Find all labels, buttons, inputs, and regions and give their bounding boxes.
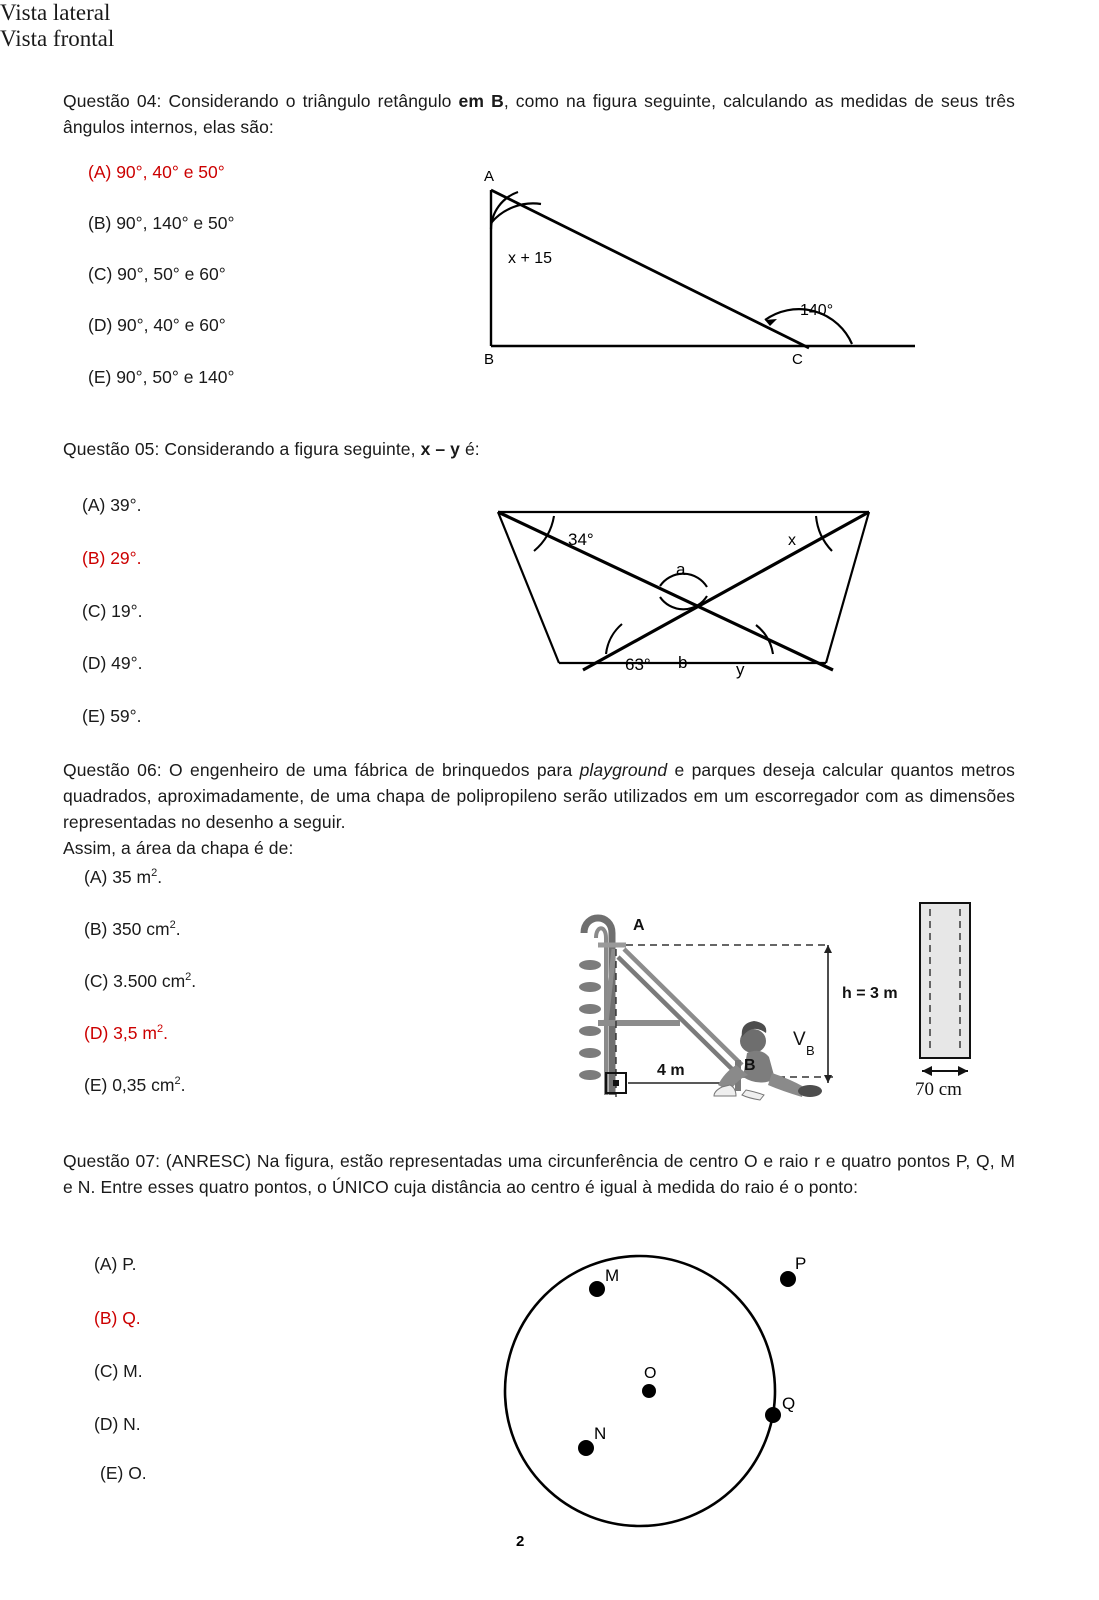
question-05-stem <box>63 436 1015 462</box>
q06-option-c-suffix: . <box>191 971 197 991</box>
q06-option-e-suffix: . <box>180 1075 186 1095</box>
front-view-arrow-right <box>958 1066 968 1076</box>
q07-option-a[interactable]: (A) P. <box>94 1254 137 1274</box>
q04-stem-part1: Questão 04: Considerando o triângulo retângulo <box>63 91 459 111</box>
vertex-label-a: A <box>484 168 495 185</box>
q06-view-front-title: Vista frontal <box>0 26 115 51</box>
point-p-label: P <box>795 1254 807 1273</box>
q04-option-b[interactable]: (B) 90°, 140° e 50° <box>88 213 235 233</box>
angle-label-x: x <box>788 532 796 549</box>
point-q-dot <box>765 1407 781 1423</box>
point-q-label: Q <box>782 1394 796 1413</box>
vertex-label-c: C <box>792 351 803 368</box>
ladder-steps <box>579 960 601 1080</box>
q06-option-e-exp: 2 <box>174 1075 181 1088</box>
angle-arc-c-arrow <box>765 319 777 326</box>
q07-option-b[interactable]: (B) Q. <box>94 1308 141 1328</box>
q06-stem-italic: playground <box>579 760 668 780</box>
q06-option-a-suffix: . <box>157 867 163 887</box>
question-06-stem-line2: Assim, a área da chapa é de: <box>63 838 294 858</box>
q05-option-d[interactable]: (D) 49°. <box>82 653 143 673</box>
q06-option-d-suffix: . <box>163 1023 168 1043</box>
angle-label-63: 63° <box>625 655 651 674</box>
point-o-label: O <box>644 1365 657 1382</box>
question-04-stem <box>63 88 1015 140</box>
angle-label-y: y <box>736 660 745 679</box>
q06-option-a[interactable] <box>84 866 162 888</box>
right-angle-dot <box>613 1080 619 1086</box>
question-07-stem: Questão 07: (ANRESC) Na figura, estão representadas uma circunferência de centro O e raio r e quatro pontos P, Q, M e N. Entre esses quatro pontos, o ÚNICO cuja distância ao centro é igual à medida do raio é o ponto: <box>63 1151 1015 1197</box>
q06-option-c[interactable] <box>84 970 196 992</box>
q05-option-b[interactable]: (B) 29°. <box>82 548 142 568</box>
q06-option-a-key: (A) <box>84 867 108 887</box>
q06-option-d-exp: 2 <box>156 1023 164 1036</box>
q06-option-e[interactable] <box>84 1074 185 1096</box>
q04-option-a[interactable]: (A) 90°, 40° e 50° <box>88 162 225 182</box>
q07-option-d[interactable]: (D) N. <box>94 1414 141 1434</box>
child-figure <box>714 1021 822 1100</box>
point-n-label: N <box>594 1424 607 1443</box>
slide-height-label: h = 3 m <box>842 985 898 1002</box>
angle-label-b: b <box>678 653 688 672</box>
q06-stem-a: Questão 06: O engenheiro de uma fábrica de brinquedos para <box>63 760 580 780</box>
height-arrow-top <box>824 945 832 953</box>
trap-right-edge <box>826 512 869 663</box>
point-n-dot <box>578 1440 594 1456</box>
trap-diagonal-tr-bl <box>583 512 869 670</box>
q06-option-c-exp: 2 <box>185 971 192 984</box>
q04-figure-right-triangle <box>465 165 935 375</box>
q05-option-e[interactable]: (E) 59°. <box>82 706 142 726</box>
q06-option-d[interactable] <box>84 1022 168 1044</box>
angle-label-34: 34° <box>568 530 594 549</box>
slide-point-b-label: B <box>744 1057 756 1074</box>
point-o-dot <box>642 1384 656 1398</box>
q06-stem-b: e parques deseja calcular quantos metros quadrados, aproximadamente, de uma chapa de polipropileno serão utilizados em um escorregador com as dimensões representadas no desenho a seguir. <box>63 760 1015 832</box>
q06-option-a-exp: 2 <box>151 867 158 880</box>
q04-option-e[interactable]: (E) 90°, 50° e 140° <box>88 367 235 387</box>
slide-rail-upper <box>624 949 742 1065</box>
q06-option-b[interactable] <box>84 918 181 940</box>
page-number: 2 <box>516 1533 525 1550</box>
question-06-stem <box>63 757 1015 835</box>
q04-stem-part2: , como na figura seguinte, calculando as medidas de seus três ângulos internos, elas são: <box>63 91 1016 137</box>
q04-stem-bold: em B <box>458 91 504 111</box>
q06-option-b-value: 350 cm <box>112 919 170 939</box>
slide-rail-lower <box>618 957 736 1073</box>
q06-figure-playground-slide <box>550 905 1040 1100</box>
q05-figure-trapezoid <box>488 503 883 678</box>
q05-stem-bold: x – y <box>420 439 460 459</box>
q07-option-e[interactable]: (E) O. <box>100 1463 147 1483</box>
q06-option-b-exp: 2 <box>169 919 176 932</box>
q04-option-d[interactable]: (D) 90°, 40° e 60° <box>88 315 226 335</box>
slide-point-v-subscript: B <box>806 1043 815 1058</box>
q06-option-e-key: (E) <box>84 1075 108 1095</box>
slide-point-v-label: V <box>793 1029 806 1050</box>
q07-option-c[interactable]: (C) M. <box>94 1361 143 1381</box>
circumference <box>505 1256 775 1526</box>
slide-base-label: 4 m <box>657 1062 685 1079</box>
front-view-plate <box>920 903 970 1058</box>
q06-option-e-value: 0,35 cm <box>112 1075 175 1095</box>
q06-option-a-value: 35 m <box>112 867 152 887</box>
q07-figure-circle <box>480 1215 820 1505</box>
triangle-hypotenuse-ac <box>491 190 809 348</box>
vertex-label-b: B <box>484 351 495 368</box>
front-view-width-label: 70 cm <box>915 1079 962 1100</box>
q05-stem-part1: Questão 05: Considerando a figura seguinte, <box>63 439 421 459</box>
q06-option-b-key: (B) <box>84 919 108 939</box>
q05-stem-part2: é: <box>460 439 480 459</box>
q05-option-c[interactable]: (C) 19°. <box>82 601 143 621</box>
q06-option-b-suffix: . <box>175 919 181 939</box>
side-label-x-plus-15: x + 15 <box>508 250 553 267</box>
q05-option-a[interactable]: (A) 39°. <box>82 495 142 515</box>
q06-option-c-value: 3.500 cm <box>113 971 186 991</box>
q06-option-c-key: (C) <box>84 971 109 991</box>
point-m-label: M <box>605 1266 620 1285</box>
exterior-angle-label-140: 140° <box>800 302 834 319</box>
q06-option-d-key: (D) <box>84 1023 109 1043</box>
height-arrow-bottom <box>824 1075 832 1083</box>
q04-option-c[interactable]: (C) 90°, 50° e 60° <box>88 264 226 284</box>
q06-view-side-title: Vista lateral <box>0 0 111 25</box>
q06-option-d-value: 3,5 m <box>113 1023 157 1043</box>
point-m-dot <box>589 1281 605 1297</box>
slide-point-a-label: A <box>633 917 645 934</box>
front-view-arrow-left <box>922 1066 932 1076</box>
trap-left-edge <box>498 512 559 663</box>
point-p-dot <box>780 1271 796 1287</box>
angle-label-a: a <box>676 560 686 579</box>
